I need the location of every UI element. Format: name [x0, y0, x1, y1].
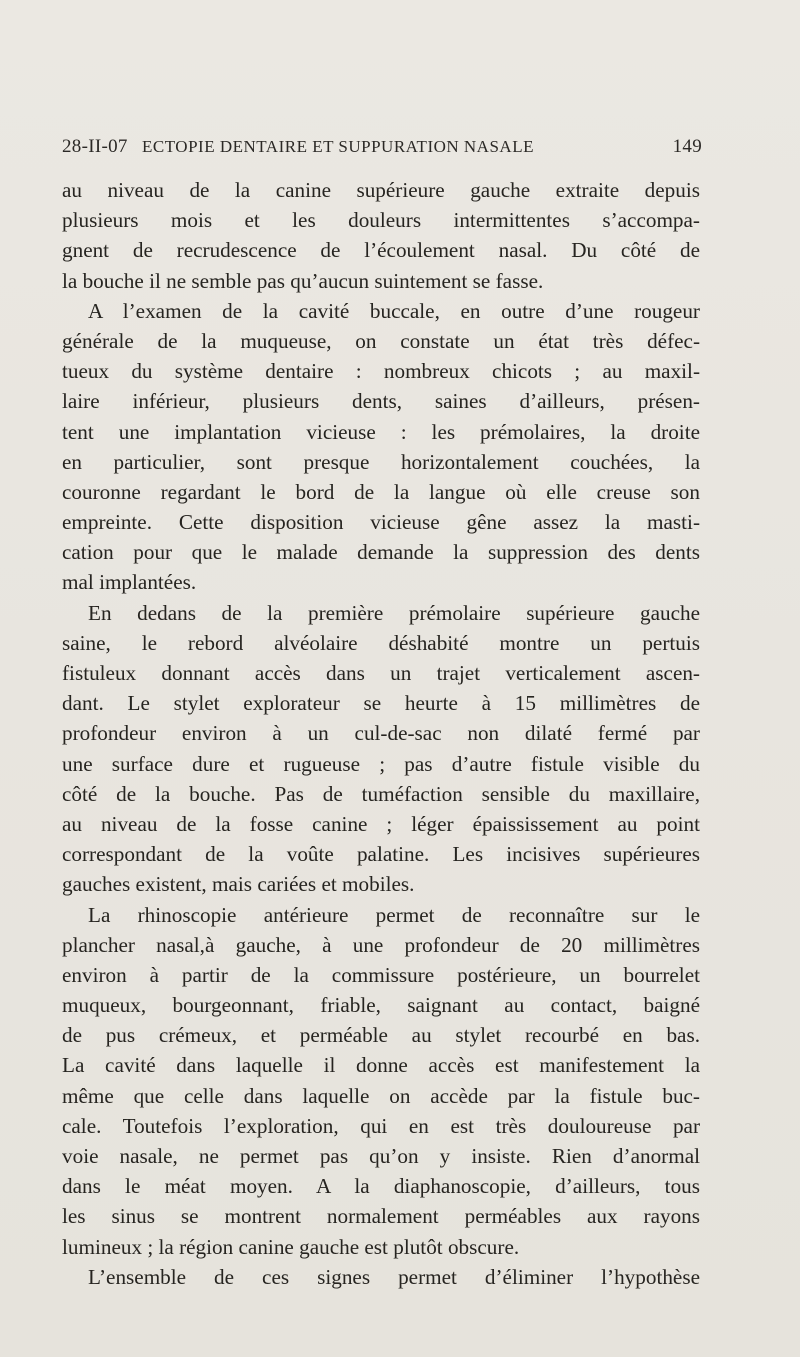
text-line: La rhinoscopie antérieure permet de reconnaître sur le — [88, 902, 700, 927]
header-title: ECTOPIE DENTAIRE ET SUPPURATION NASALE — [142, 137, 534, 156]
text-line: les sinus se montrent normalement perméables aux rayons — [62, 1204, 700, 1229]
text-line: environ à partir de la commissure postérieure, un bourrelet — [62, 962, 700, 987]
text-line: L’ensemble de ces signes permet d’éliminer l’hypothèse — [88, 1264, 700, 1289]
running-header — [62, 136, 702, 164]
text-line: En dedans de la première prémolaire supérieure gauche — [88, 600, 700, 625]
text-line: plancher nasal,à gauche, à une profondeur de 20 millimètres — [62, 932, 700, 957]
text-line: correspondant de la voûte palatine. Les incisives supérieures — [62, 842, 700, 867]
text-line: tueux du système dentaire : nombreux chicots ; au maxil- — [62, 359, 700, 384]
text-line: même que celle dans laquelle on accède par la fistule buc- — [62, 1083, 700, 1108]
text-line: saine, le rebord alvéolaire déshabité montre un pertuis — [62, 630, 700, 655]
text-line: plusieurs mois et les douleurs intermittentes s’accompa- — [62, 208, 700, 233]
text-line: cation pour que le malade demande la suppression des dents — [62, 540, 700, 565]
text-line: côté de la bouche. Pas de tuméfaction sensible du maxillaire, — [62, 781, 700, 806]
text-line: gnent de recrudescence de l’écoulement nasal. Du côté de — [62, 238, 700, 263]
text-line: profondeur environ à un cul-de-sac non dilaté fermé par — [62, 721, 700, 746]
text-line: voie nasale, ne permet pas qu’on y insiste. Rien d’anormal — [62, 1144, 700, 1168]
body-text — [62, 175, 700, 1292]
text-line: cale. Toutefois l’exploration, qui en est très douloureuse par — [62, 1113, 700, 1138]
text-line: au niveau de la canine supérieure gauche extraite depuis — [62, 178, 700, 202]
text-line: couronne regardant le bord de la langue où elle creuse son — [62, 479, 700, 504]
header-date: 28-II-07 — [62, 136, 128, 157]
text-line: la bouche il ne semble pas qu’aucun suintement se fasse. — [62, 268, 544, 293]
text-line: une surface dure et rugueuse ; pas d’autre fistule visible du — [62, 751, 700, 776]
text-line: laire inférieur, plusieurs dents, saines d’ailleurs, présen- — [62, 389, 700, 414]
text-line: dans le méat moyen. A la diaphanoscopie, d’ailleurs, tous — [62, 1174, 700, 1199]
text-line: empreinte. Cette disposition vicieuse gêne assez la masti- — [62, 510, 700, 535]
text-line: muqueux, bourgeonnant, friable, saignant au contact, baigné — [62, 993, 700, 1018]
text-line: en particulier, sont presque horizontalement couchées, la — [62, 449, 700, 474]
text-line: gauches existent, mais cariées et mobiles. — [62, 872, 415, 897]
text-line: dant. Le stylet explorateur se heurte à 15 millimètres de — [62, 691, 700, 716]
text-line: générale de la muqueuse, on constate un état très défec- — [62, 328, 700, 353]
text-line: lumineux ; la région canine gauche est plutôt obscure. — [62, 1234, 520, 1259]
text-line: tent une implantation vicieuse : les prémolaires, la droite — [62, 419, 700, 444]
page-number: 149 — [672, 136, 702, 157]
text-line: fistuleux donnant accès dans un trajet verticalement ascen- — [62, 661, 700, 685]
text-line: mal implantées. — [62, 570, 197, 595]
text-line: A l’examen de la cavité buccale, en outre d’une rougeur — [88, 298, 700, 323]
text-line: au niveau de la fosse canine ; léger épaississement au point — [62, 811, 700, 836]
text-line: de pus crémeux, et perméable au stylet recourbé en bas. — [62, 1023, 700, 1048]
text-line: La cavité dans laquelle il donne accès est manifestement la — [62, 1053, 700, 1078]
